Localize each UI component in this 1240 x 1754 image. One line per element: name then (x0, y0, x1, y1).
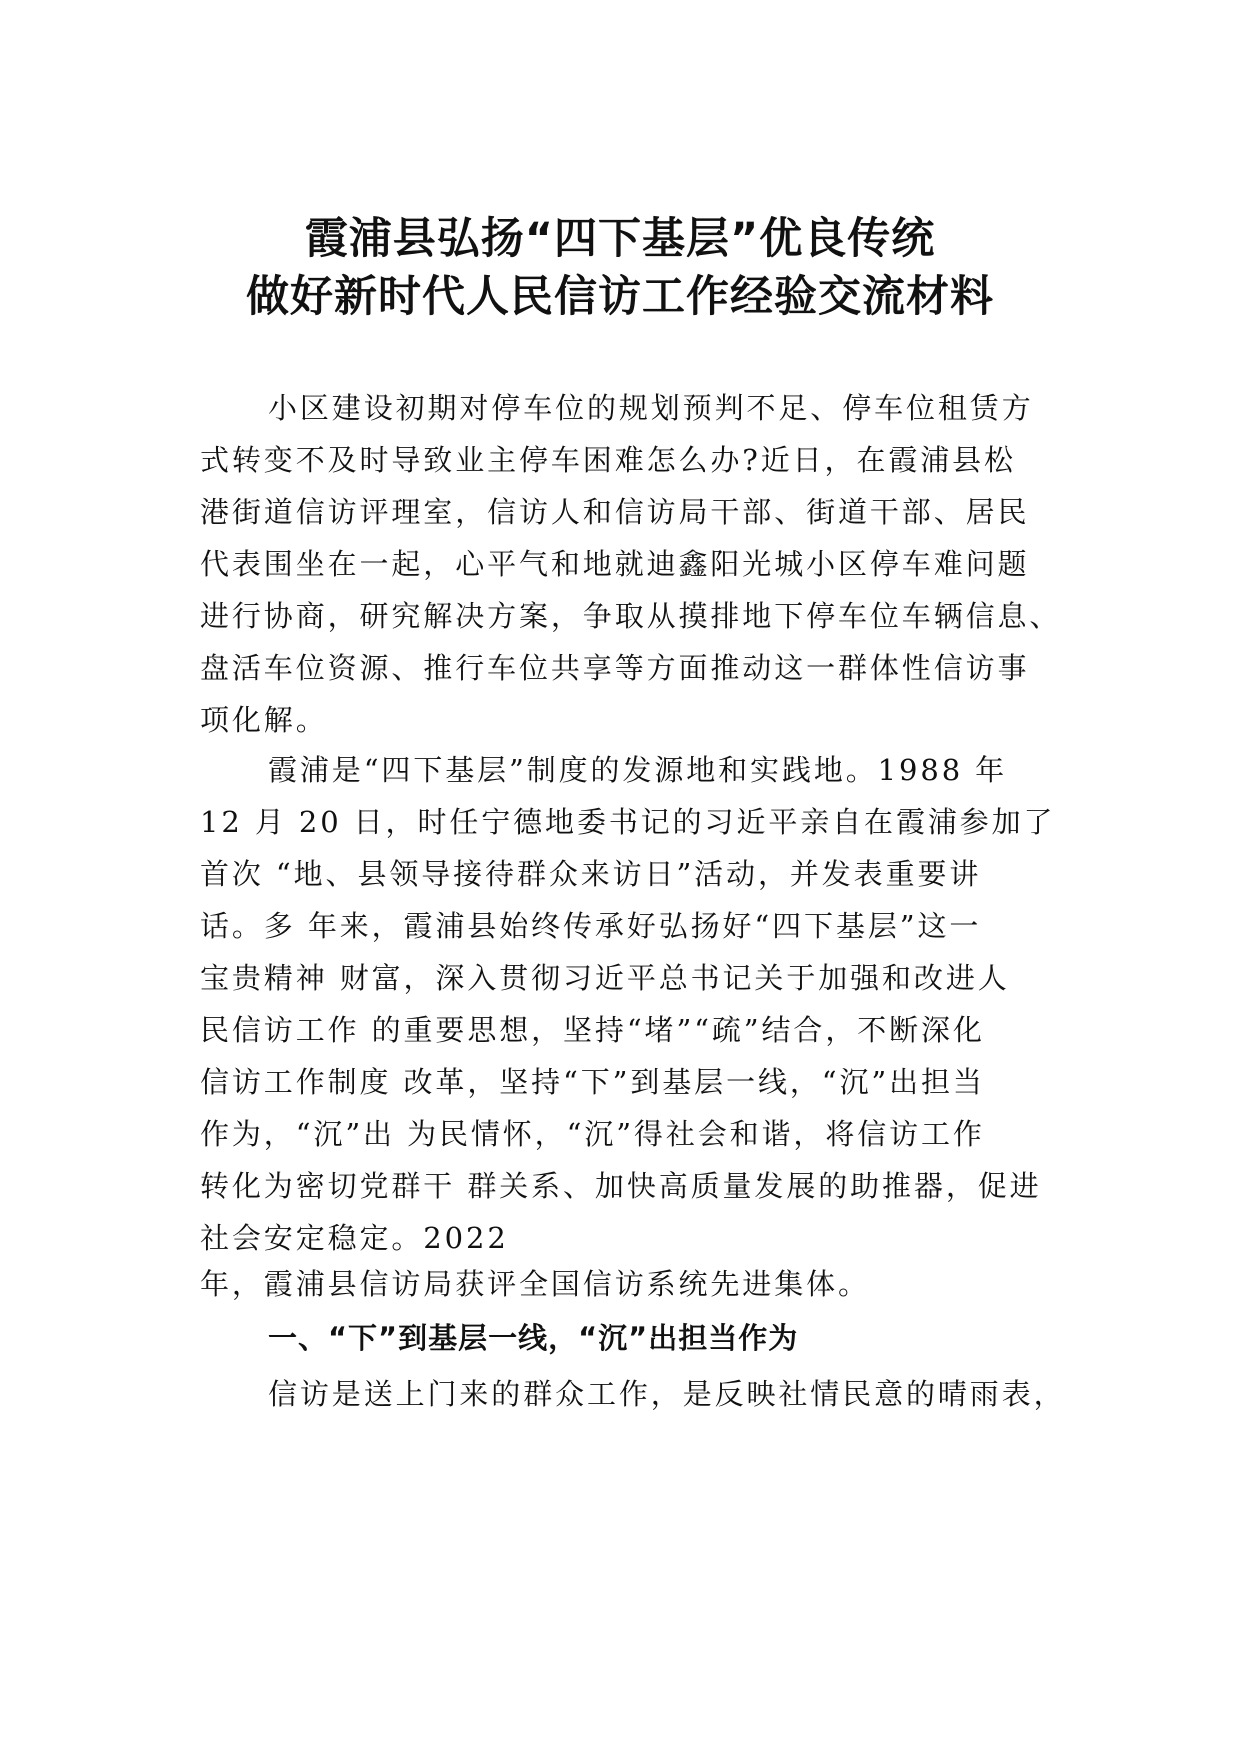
paragraph-3-line: 信访是送上门来的群众工作，是反映社情民意的晴雨表， (268, 1377, 1066, 1411)
paragraph-1-line: 盘活车位资源、推行车位共享等方面推动这一群体性信访事 (200, 651, 1030, 685)
section-heading-1: 一、“下”到基层一线，“沉”出担当作为 (268, 1321, 799, 1355)
paragraph-2-line: 话。多 年来，霞浦县始终传承好弘扬好“四下基层”这一 (200, 909, 982, 943)
paragraph-2-line: 社会安定稳定。2022 (200, 1221, 509, 1255)
paragraph-2-line: 霞浦是“四下基层”制度的发源地和实践地。1988 年 (268, 753, 1008, 787)
paragraph-2-line: 民信访工作 的重要思想，坚持“堵”“疏”结合，不断深化 (200, 1013, 985, 1047)
paragraph-1-line: 小区建设初期对停车位的规划预判不足、停车位租赁方 (268, 391, 1034, 425)
paragraph-1-line: 代表围坐在一起，心平气和地就迪鑫阳光城小区停车难问题 (200, 547, 1030, 581)
paragraph-2-line: 作为，“沉”出 为民情怀，“沉”得社会和谐，将信访工作 (200, 1117, 985, 1151)
paragraph-2-line: 年，霞浦县信访局获评全国信访系统先进集体。 (200, 1267, 870, 1301)
paragraph-2-line: 转化为密切党群干 群关系、加快高质量发展的助推器，促进 (200, 1169, 1042, 1203)
paragraph-1-line: 港街道信访评理室，信访人和信访局干部、街道干部、居民 (200, 495, 1030, 529)
document-title (180, 210, 1060, 326)
paragraph-1-line: 项化解。 (200, 703, 328, 737)
title-line-2: 做好新时代人民信访工作经验交流材料 (246, 272, 994, 322)
paragraph-2-line: 12 月 20 日，时任宁德地委书记的习近平亲自在霞浦参加了 (200, 805, 1056, 839)
title-line-1: 霞浦县弘扬“四下基层”优良传统 (304, 214, 936, 264)
paragraph-2-line: 信访工作制度 改革，坚持“下”到基层一线，“沉”出担当 (200, 1065, 985, 1099)
paragraph-1-line: 式转变不及时导致业主停车困难怎么办?近日，在霞浦县松 (200, 443, 1016, 477)
paragraph-2-line: 宝贵精神 财富，深入贯彻习近平总书记关于加强和改进人 (200, 961, 1010, 995)
paragraph-2-line: 首次 “地、县领导接待群众来访日”活动，并发表重要讲 (200, 857, 982, 891)
paragraph-1-line: 进行协商，研究解决方案，争取从摸排地下停车位车辆信息、 (200, 599, 1062, 633)
